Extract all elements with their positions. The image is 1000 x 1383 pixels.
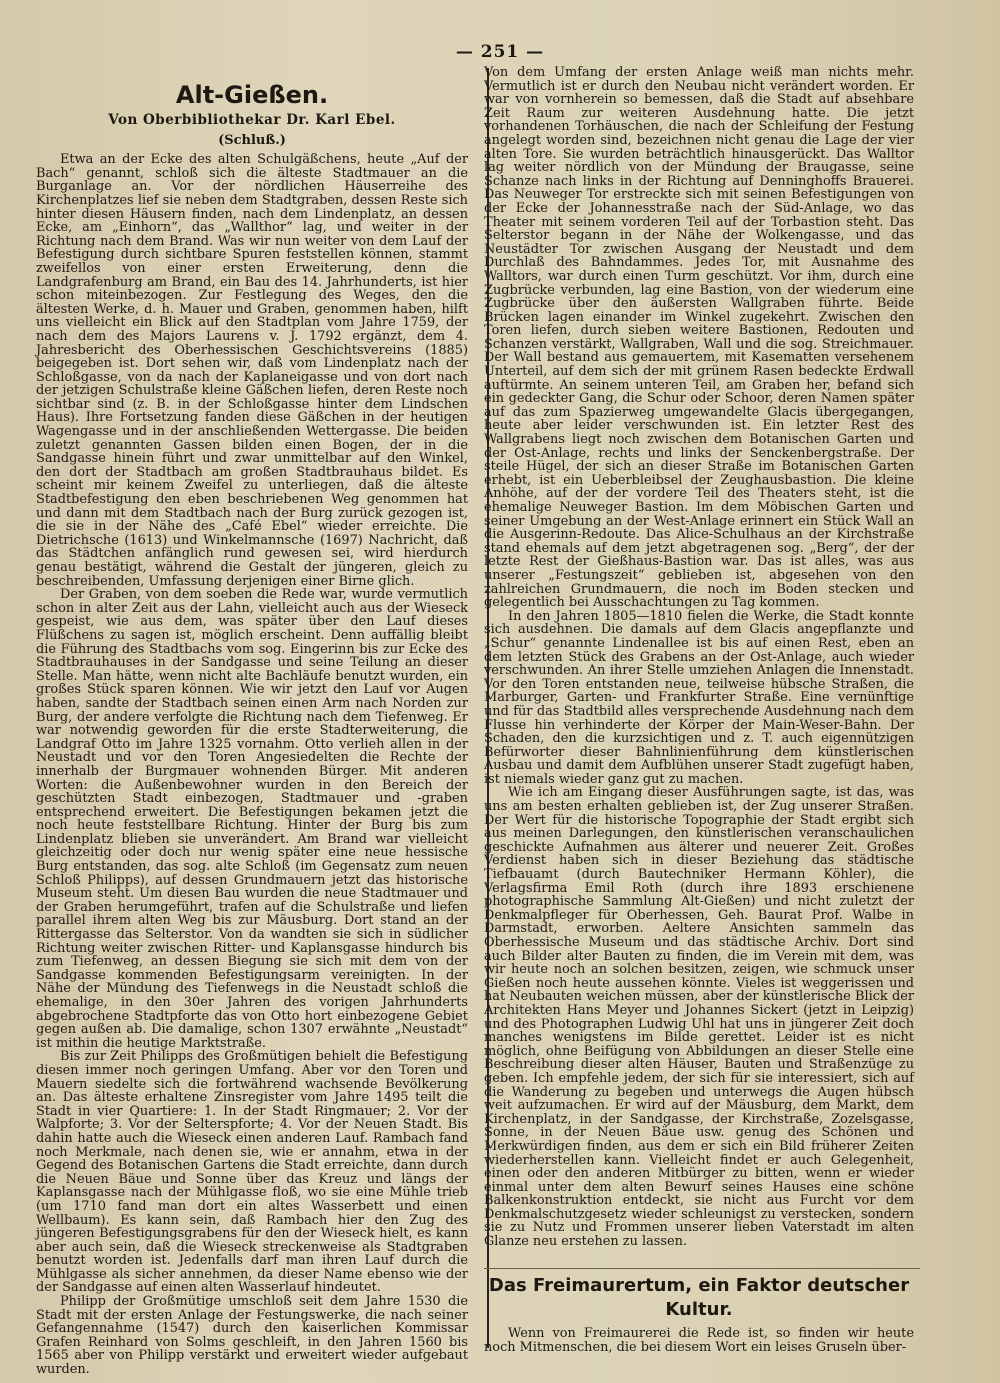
paragraph: Bis zur Zeit Philipps des Großmütigen behielt die Befestigung diesen immer noch geringen Umfang. Aber vor den Toren und Mauern siedelte sich die fortwährend wachsende Bevölkerung an. Das älteste erhaltene Zinsregister vom Jahre 1495 teilt die Stadt in vier Quartiere: 1. In der Stadt Ringmauer; 2. Vor der Walpforte; 3. Vor der Selterspforte; 4. Vor der Neuen Stadt. Bis dahin hatte auch die Wieseck einen anderen Lauf. Rambach fand noch Merkmale, nach denen sie, wie er annahm, etwa in der Gegend des Botanischen Gartens die Stadt erreichte, dann durch die Neuen Bäue und Sonne über das Kreuz und längs der Kaplansgasse nach der Mühlgasse floß, wo sie eine Mühle trieb (um 1710 fand man dort ein altes Wasserbett und einen Wellbaum). Es kann sein, daß Rambach hier den Zug des jüngeren Befestigungsgrabens für den der Wieseck hielt, es kann aber auch sein, daß die Wieseck streckenweise als Stadtgraben benutzt worden ist. Jedenfalls darf man ihren Lauf durch die Mühlgasse als sicher annehmen, da dieser Name ebenso wie der der Sandgasse auf einen alten Wasserlauf hindeutet. — [36, 1049, 468, 1296]
article-continuation-note: (Schluß.) — [218, 132, 286, 148]
paragraph: Der Graben, von dem soeben die Rede war, wurde vermutlich schon in alter Zeit aus der Lahn, vielleicht auch aus der Wieseck gespeist, wie aus dem, was später über den Lauf dieses Flüßchens zu sagen ist, möglich erscheint. Denn auffällig bleibt die Führung des Stadtbachs vom sog. Eingerinn bis zur Ecke des Stadtbrauhauses in der Sandgasse und seine Teilung an dieser Stelle. Man hätte, wenn nicht alte Bachläufe benutzt wurden, ein großes Stück sparen können. Wie wir jetzt den Lauf vor Augen haben, sandte der Stadtbach seinen einen Arm nach Norden zur Burg, der andere verfolgte die Richtung nach dem Tiefenweg. Er war notwendig geworden für die erste Stadterweiterung, die Landgraf Otto im Jahre 1325 vornahm. Otto verlieh allen in der Neustadt und vor den Toren Angesiedelten die Rechte der innerhalb der Burgmauer wohnenden Bürger. Mit anderen Worten: die Außenbewohner wurden in den Bereich der geschützten Stadt einbezogen, Stadtmauer und -graben entsprechend erweitert. Die Befestigungen bekamen jetzt die noch heute feststellbare Richtung. Hinter der Burg bis zum Lindenplatz blieben sie unverändert. Am Brand war vielleicht gleichzeitig oder doch nur wenig später eine neue hessische Burg entstanden, das sog. alte Schloß (im Gegensatz zum neuen Schloß Philipps), auf dessen Grundmauern jetzt das historische Museum steht. Um diesen Bau wurden die neue Stadtmauer und der Graben herumgeführt, trafen auf die Schulstraße und liefen parallel ihrem alten Weg bis zur Mäusburg. Dort stand an der Rittergasse das Selterstor. Von da wandten sie sich in südlicher Richtung weiter zwischen Ritter- und Kaplansgasse hindurch bis zum Tiefenweg, an dessen Biegung sie sich mit dem von der Sandgasse kommenden Befestigungsarm vereinigten. In der Nähe der Mündung des Tiefenwegs in die Neustadt schloß die ehemalige, in den 30er Jahren des vorigen Jahrhunderts abgebrochene Stadtpforte das von Otto hort einbezogene Gebiet gegen außen ab. Die damalige, schon 1307 erwähnte „Neustadt“ ist mithin die heutige Marktstraße. — [36, 587, 468, 1051]
left-column — [36, 66, 468, 1378]
second-article — [484, 1274, 914, 1355]
second-article-paragraph: Wenn von Freimaurerei die Rede ist, so finden wir heute noch Mitmenschen, die bei diesem Wort ein leises Gruseln über- — [484, 1326, 914, 1355]
right-column — [484, 66, 914, 1256]
article-author: Von Oberbibliothekar Dr. Karl Ebel. — [108, 112, 396, 128]
second-article-title: Das Freimaurertum, ein Faktor deutscher Kultur. — [488, 1275, 910, 1320]
paragraph: Wie ich am Eingang dieser Ausführungen sagte, ist das, was uns am besten erhalten geblieben ist, der Zug unserer Straßen. Der Wert für die historische Topographie der Stadt ergibt sich aus meinen Darlegungen, den künstlerischen veranschaulichen geschickte Aufnahmen aus älterer und neuerer Zeit. Großes Verdienst haben sich in dieser Beziehung das städtische Tiefbauamt (durch Bautechniker Hermann Köhler), die Verlagsfirma Emil Roth (durch ihre 1893 erschienene photographische Sammlung Alt-Gießen) und nicht zuletzt der Denkmalpfleger für Oberhessen, Geh. Baurat Prof. Walbe in Darmstadt, erworben. Aeltere Ansichten sammeln das Oberhessische Museum und das städtische Archiv. Dort sind auch Bilder alter Bauten zu finden, die im Verein mit dem, was wir heute noch an solchen besitzen, zeigen, wie schmuck unser Gießen noch heute aussehen könnte. Vieles ist weggerissen und hat Neubauten weichen müssen, aber der künstlerische Blick der Architekten Hans Meyer und Johannes Sickert (jetzt in Leipzig) und des Photographen Ludwig Uhl hat uns in jüngerer Zeit doch manches wenigstens im Bilde gerettet. Leider ist es nicht möglich, ohne Beifügung von Abbildungen an dieser Stelle eine Beschreibung dieser alten Häuser, Bauten und Straßenzüge zu geben. Ich empfehle jedem, der sich für sie interessiert, sich auf die Wanderung zu begeben und unterwegs die Augen hübsch weit aufzumachen. Er wird auf der Mäusburg, dem Markt, dem Kirchenplatz, in der Sandgasse, der Kirchstraße, Zozelsgasse, Sonne, in der Neuen Bäue usw. genug des Schönen und Merkwürdigen finden, aus dem er sich ein Bild früherer Zeiten wiederherstellen kann. Vielleicht findet er auch Gelegenheit, einen oder den anderen Mitbürger zu bitten, wenn er wieder einmal unter dem alten Bewurf seines Hauses eine schöne Balkenkonstruktion entdeckt, sie nicht aus Furcht vor dem Denkmalschutzgesetz wieder schleunigst zu verstecken, sondern sie zu Nutz und Frommen unserer lieben Vaterstadt im alten Glanze neu erstehen zu lassen. — [484, 785, 914, 1250]
paragraph: Von dem Umfang der ersten Anlage weiß man nichts mehr. Vermutlich ist er durch den Neubau nicht verändert worden. Er war von vornherein so bemessen, daß die Stadt auf absehbare Zeit Raum zur weiteren Ausdehnung hatte. Die jetzt vorhandenen Torhäuschen, die nach der Schleifung der Festung angelegt worden sind, bezeichnen nicht genau die Lage der vier alten Tore. Sie wurden beträchtlich hinausgerückt. Das Walltor lag weiter nördlich von der Mündung der Braugasse, seine Schanze nach links in der Richtung auf Denninghoffs Brauerei. Das Neuweger Tor erstreckte sich mit seinen Befestigungen von der Ecke der Johannesstraße nach der Süd-Anlage, wo das Theater mit seinem vorderen Teil auf der Torbastion steht. Das Selterstor begann in der Nähe der Wolkengasse, und das Neustädter Tor zwischen Ausgang der Neustadt und dem Durchlaß des Bahndammes. Jedes Tor, mit Ausnahme des Walltors, war durch einen Turm geschützt. Vor ihm, durch eine Zugbrücke verbunden, lag eine Bastion, von der wiederum eine Zugbrücke über den äußersten Wallgraben führte. Beide Brücken lagen einander im Winkel zugekehrt. Zwischen den Toren liefen, durch sieben weitere Bastionen, Redouten und Schanzen verstärkt, Wallgraben, Wall und die sog. Streichmauer. Der Wall bestand aus gemauertem, mit Kasematten versehenem Unterteil, auf dem sich der mit grünem Rasen bedeckte Erdwall auftürmte. An seinem unteren Teil, am Graben her, befand sich ein gedeckter Gang, die Schur oder Schoor, deren Namen später auf das zum Spazierweg umgewandelte Glacis übergegangen, heute aber leider verschwunden ist. Ein letzter Rest des Wallgrabens liegt noch zwischen dem Botanischen Garten und der Ost-Anlage, rechts und links der Senckenbergstraße. Der steile Hügel, der sich an dieser Straße im Botanischen Garten erhebt, ist ein Ueberbleibsel der Zeughausbastion. Die kleine Anhöhe, auf der der vordere Teil des Theaters steht, ist die ehemalige Neuweger Bastion. Im dem Möbischen Garten und seiner Umgebung an der West-Anlage erinnert ein Stück Wall an die Ausgerinn-Redoute. Das Alice-Schulhaus an der Kirchstraße stand ehemals auf dem jetzt abgetragenen sog. „Berg“, der der letzte Rest der Gießhaus-Bastion war. Das ist alles, was aus unserer „Festungszeit“ geblieben ist, abgesehen von den zahlreichen Grundmauern, die noch im Boden stecken und gelegentlich bei Ausschachtungen zu Tag kommen. — [484, 65, 914, 611]
section-divider — [484, 1268, 920, 1269]
paragraph: Philipp der Großmütige umschloß seit dem Jahre 1530 die Stadt mit der ersten Anlage der Festungswerke, die nach seiner Gefangennahme (1547) durch den kaiserlichen Kommissar Grafen Reinhard von Solms geschleift, in den Jahren 1560 bis 1565 aber von Philipp verstärkt und erweitert wieder aufgebaut wurden. — [36, 1294, 468, 1378]
paragraph: Etwa an der Ecke des alten Schulgäßchens, heute „Auf der Bach“ genannt, schloß sich die älteste Stadtmauer an die Burganlage an. Vor der nördlichen Häuserreihe des Kirchenplatzes lief sie neben dem Stadtgraben, dessen Reste sich hinter diesen Häusern finden, nach dem Lindenplatz, an dessen Ecke, am „Einhorn“, das „Wallthor“ lag, und weiter in der Richtung nach dem Brand. Was wir nun weiter von dem Lauf der Befestigung durch sichtbare Spuren feststellen können, stammt zweifellos von einer ersten Erweiterung, denn die Landgrafenburg am Brand, ein Bau des 14. Jahrhunderts, ist hier schon miteinbezogen. Zur Festlegung des Weges, den die ältesten Werke, d. h. Mauer und Graben, genommen haben, hilft uns vielleicht ein Blick auf den Stadtplan vom Jahre 1759, der nach dem des Majors Laurens v. J. 1792 ergänzt, dem 4. Jahresbericht des Oberhessischen Geschichtsvereins (1885) beigegeben ist. Dort sehen wir, daß vom Lindenplatz nach der Schloßgasse, von da nach der Kaplaneigasse und von dort nach der jetzigen Schulstraße kleine Gäßchen liefen, deren Reste noch sichtbar sind (z. B. in der Schloßgasse hinter dem Lindschen Haus). Ihre Fortsetzung fanden diese Gäßchen in der heutigen Wagengasse und in der anschließenden Wettergasse. Die beiden zuletzt genannten Gassen bilden einen Bogen, der in die Sandgasse hinein führt und zwar unmittelbar auf den Winkel, den dort der Stadtbach am großen Stadtbrauhaus bildet. Es scheint mir keinem Zweifel zu unterliegen, daß die älteste Stadtbefestigung den eben beschriebenen Weg genommen hat und dann mit dem Stadtbach nach der Burg zurück gezogen ist, die sie in der Nähe des „Café Ebel“ wieder erreichte. Die Dietrichsche (1613) und Winkelmannsche (1697) Nachricht, daß das Städtchen anfänglich rund gewesen sei, wird hierdurch genau bestätigt, während die Gestalt der jüngeren, gleich zu beschreibenden, Umfassung derjenigen einer Birne glich. — [36, 152, 468, 589]
page-number: — 251 — — [455, 42, 545, 62]
paragraph: In den Jahren 1805—1810 fielen die Werke, die Stadt konnte sich ausdehnen. Die damals auf dem Glacis angepflanzte und „Schur“ genannte Lindenallee ist bis auf einen Rest, eben an dem letzten Stück des Grabens an der Ost-Anlage, auch wieder verschwunden. An ihrer Stelle umziehen Anlagen die Innenstadt. Vor den Toren entstanden neue, teilweise hübsche Straßen, die Marburger, Garten- und Frankfurter Straße. Eine vernünftige und für das Stadtbild alles versprechende Ausdehnung nach dem Flusse hin verhinderte der Körper der Main-Weser-Bahn. Der Schaden, den die kurzsichtigen und z. T. auch eigennützigen Befürworter dieser Bahnlinienführung dem künstlerischen Ausbau und damit dem Aufblühen unserer Stadt zugefügt haben, ist niemals wieder ganz gut zu machen. — [484, 608, 914, 787]
article-title: Alt-Gießen. — [175, 81, 329, 109]
